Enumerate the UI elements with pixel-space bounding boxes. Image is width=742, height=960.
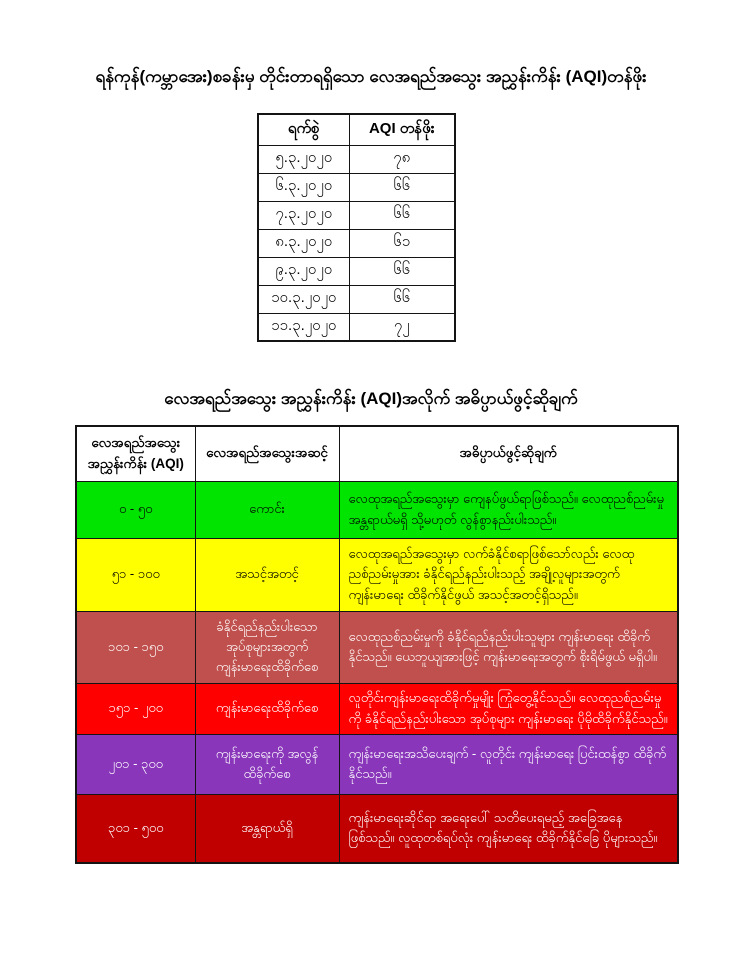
aqi-level-cell: ကျန်းမာရေးကို အလွန်ထိခိုက်စေ [195,734,339,794]
legend-row-moderate [76,538,678,611]
legend-row-unhealthy [76,683,678,734]
aqi-value-cell: ၇၂ [349,313,455,341]
date-cell: ၅.၃.၂၀၂၀ [258,145,349,173]
aqi-value-cell: ၆၆ [349,173,455,201]
date-column-header: ရက်စွဲ [258,114,349,145]
aqi-description-cell: လေထုညစ်ညမ်းမှုကို ခံနိုင်ရည်နည်းပါးသူများ ကျန်းမာရေး ထိခိုက်နိုင်သည်။ ယေဘူယျအားဖြင့် ကျန်းမာရေးအတွက် စိုးရိမ်ဖွယ် မရှိပါ။ [339,611,678,683]
aqi-legend-table [75,425,679,864]
legend-header-row [76,426,678,481]
aqi-range-cell: ၃၀၁ - ၅၀၀ [76,794,195,863]
aqi-value-cell: ၇၈ [349,145,455,173]
aqi-level-cell: ခံနိုင်ရည်နည်းပါးသော အုပ်စုများအတွက် ကျန်းမာရေးထိခိုက်စေ [195,611,339,683]
aqi-level-cell: အန္တရာယ်ရှိ [195,794,339,863]
aqi-description-cell: လူတိုင်းကျန်းမာရေးထိခိုက်မှုမျိုး ကြုံတွေ့နိုင်သည်။ လေထုညစ်ညမ်းမှုကို ခံနိုင်ရည်နည်းပါးသော အုပ်စုများ ကျန်းမာရေး ပိုမိုထိခိုက်နိုင်သည်။ [339,683,678,734]
legend-description-column-header: အဓိပ္ပာယ်ဖွင့်ဆိုချက် [339,426,678,481]
date-cell: ၇.၃.၂၀၂၀ [258,201,349,229]
table-row [258,145,455,173]
date-aqi-table [257,113,456,342]
aqi-value-cell: ၆၁ [349,229,455,257]
table-row [258,201,455,229]
aqi-range-cell: ၁၀၁ - ၁၅၀ [76,611,195,683]
aqi-level-cell: ကောင်း [195,481,339,538]
aqi-value-cell: ၆၆ [349,285,455,313]
aqi-range-cell: ၂၀၁ - ၃၀၀ [76,734,195,794]
date-cell: ၈.၃.၂၀၂၀ [258,229,349,257]
table-row [258,229,455,257]
aqi-level-cell: ကျန်းမာရေးထိခိုက်စေ [195,683,339,734]
legend-row-hazardous [76,794,678,863]
legend-row-good [76,481,678,538]
legend-title: လေအရည်အသွေး အညွှန်းကိန်း (AQI)အလိုက် အဓိပ္ပာယ်ဖွင့်ဆိုချက် [164,389,578,408]
aqi-description-cell: လေထုအရည်အသွေးမှာ လက်ခံနိုင်စရာဖြစ်သော်လည်း လေထုညစ်ညမ်းမှုအား ခံနိုင်ရည်နည်းပါးသည့် အချို့လူများအတွက် ကျန်းမာရေး ထိခိုက်နိုင်ဖွယ် အသင့်အတင့်ရှိသည်။ [339,538,678,611]
legend-index-column-header: လေအရည်အသွေး အညွှန်းကိန်း (AQI) [76,426,195,481]
aqi-range-cell: ၅၁ - ၁၀၀ [76,538,195,611]
aqi-level-cell: အသင့်အတင့် [195,538,339,611]
legend-level-column-header: လေအရည်အသွေးအဆင့် [195,426,339,481]
table-row [258,257,455,285]
page-title: ရန်ကုန်(ကမ္ဘာအေး)စခန်းမှ တိုင်းတာရရှိသော လေအရည်အသွေး အညွှန်းကိန်း (AQI)တန်ဖိုး [95,67,647,86]
legend-row-unhealthy-sensitive [76,611,678,683]
table-row [258,173,455,201]
aqi-range-cell: ၀ - ၅၀ [76,481,195,538]
date-cell: ၁၀.၃.၂၀၂၀ [258,285,349,313]
aqi-value-column-header: AQI တန်ဖိုး [349,114,455,145]
legend-row-very-unhealthy [76,734,678,794]
aqi-range-cell: ၁၅၁ - ၂၀၀ [76,683,195,734]
date-cell: ၆.၃.၂၀၂၀ [258,173,349,201]
table-row [258,313,455,341]
aqi-description-cell: ကျန်းမာရေးအသိပေးချက် - လူတိုင်း ကျန်းမာရေး ပြင်းထန်စွာ ထိခိုက်နိုင်သည်။ [339,734,678,794]
date-cell: ၁၁.၃.၂၀၂၀ [258,313,349,341]
aqi-description-cell: ကျန်းမာရေးဆိုင်ရာ အရေးပေါ် သတိပေးရမည့် အခြေအနေဖြစ်သည်။ လူထုတစ်ရပ်လုံး ကျန်းမာရေး ထိခိုက်နိုင်ခြေ ပိုများသည်။ [339,794,678,863]
table-header-row [258,114,455,145]
aqi-value-cell: ၆၆ [349,201,455,229]
aqi-description-cell: လေထုအရည်အသွေးမှာ ကျေနပ်ဖွယ်ရာဖြစ်သည်။ လေထုညစ်ညမ်းမှုအန္တရာယ်မရှိ သို့မဟုတ် လွန်စွာနည်းပါးသည်။ [339,481,678,538]
date-cell: ၉.၃.၂၀၂၀ [258,257,349,285]
aqi-value-cell: ၆၆ [349,257,455,285]
table-row [258,285,455,313]
